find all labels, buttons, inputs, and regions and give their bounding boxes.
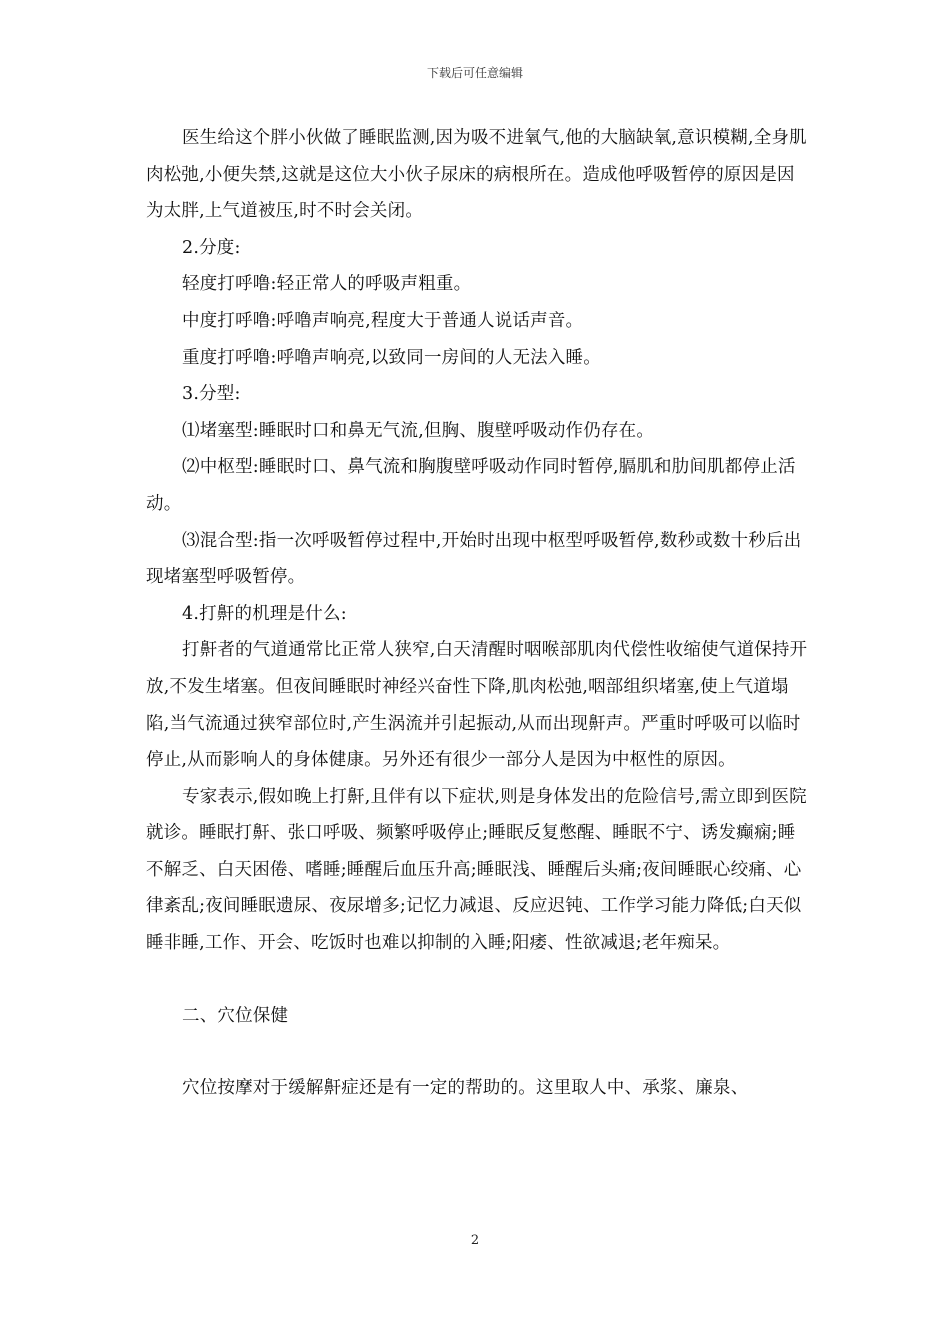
paragraph-severe: 重度打呼噜:呼噜声响亮,以致同一房间的人无法入睡。 — [182, 347, 601, 368]
paragraph-moderate: 中度打呼噜:呼噜声响亮,程度大于普通人说话声音。 — [182, 310, 584, 331]
document-body — [146, 120, 811, 1107]
paragraph-mild: 轻度打呼噜:轻正常人的呼吸声粗重。 — [182, 274, 472, 295]
heading-grading: 2.分度: — [182, 237, 241, 258]
paragraph-mixed: ⑶混合型:指一次呼吸暂停过程中,开始时出现中枢型呼吸暂停,数秒或数十秒后出现堵塞型呼吸暂停。 — [146, 530, 802, 588]
section-heading-acupoint: 二、穴位保健 — [182, 1005, 289, 1026]
paragraph-symptoms: 专家表示,假如晚上打鼾,且伴有以下症状,则是身体发出的危险信号,需立即到医院就诊。睡眠打鼾、张口呼吸、频繁呼吸停止;睡眠反复憋醒、睡眠不宁、诱发癫痫;睡不解乏、白天困倦、嗜睡;睡醒后血压升高;睡眠浅、睡醒后头痛;夜间睡眠心绞痛、心律紊乱;夜间睡眠遗尿、夜尿增多;记忆力减退、反应迟钝、工作学习能力降低;白天似睡非睡,工作、开会、吃饭时也难以抑制的入睡;阳痿、性欲减退;老年痴呆。 — [146, 786, 807, 954]
heading-types: 3.分型: — [182, 384, 241, 405]
heading-mechanism: 4.打鼾的机理是什么: — [182, 603, 347, 624]
paragraph-central: ⑵中枢型:睡眠时口、鼻气流和胸腹壁呼吸动作同时暂停,膈肌和肋间肌都停止活动。 — [146, 457, 796, 514]
paragraph-obstructive: ⑴堵塞型:睡眠时口和鼻无气流,但胸、腹壁呼吸动作仍存在。 — [182, 420, 655, 441]
page-number: 2 — [470, 1233, 480, 1248]
page-header: 下载后可任意编辑 — [426, 66, 523, 80]
paragraph-acupoint: 穴位按摩对于缓解鼾症还是有一定的帮助的。这里取人中、承浆、廉泉、 — [182, 1078, 749, 1099]
paragraph-case: 医生给这个胖小伙做了睡眠监测,因为吸不进氧气,他的大脑缺氧,意识模糊,全身肌肉松弛,小便失禁,这就是这位大小伙子尿床的病根所在。造成他呼吸暂停的原因是因为太胖,上气道被压,时不时会关闭。 — [146, 128, 807, 222]
paragraph-mechanism: 打鼾者的气道通常比正常人狭窄,白天清醒时咽喉部肌肉代偿性收缩使气道保持开放,不发生堵塞。但夜间睡眠时神经兴奋性下降,肌肉松弛,咽部组织堵塞,使上气道塌陷,当气流通过狭窄部位时,产生涡流并引起振动,从而出现鼾声。严重时呼吸可以临时停止,从而影响人的身体健康。另外还有很少一部分人是因为中枢性的原因。 — [146, 640, 808, 771]
